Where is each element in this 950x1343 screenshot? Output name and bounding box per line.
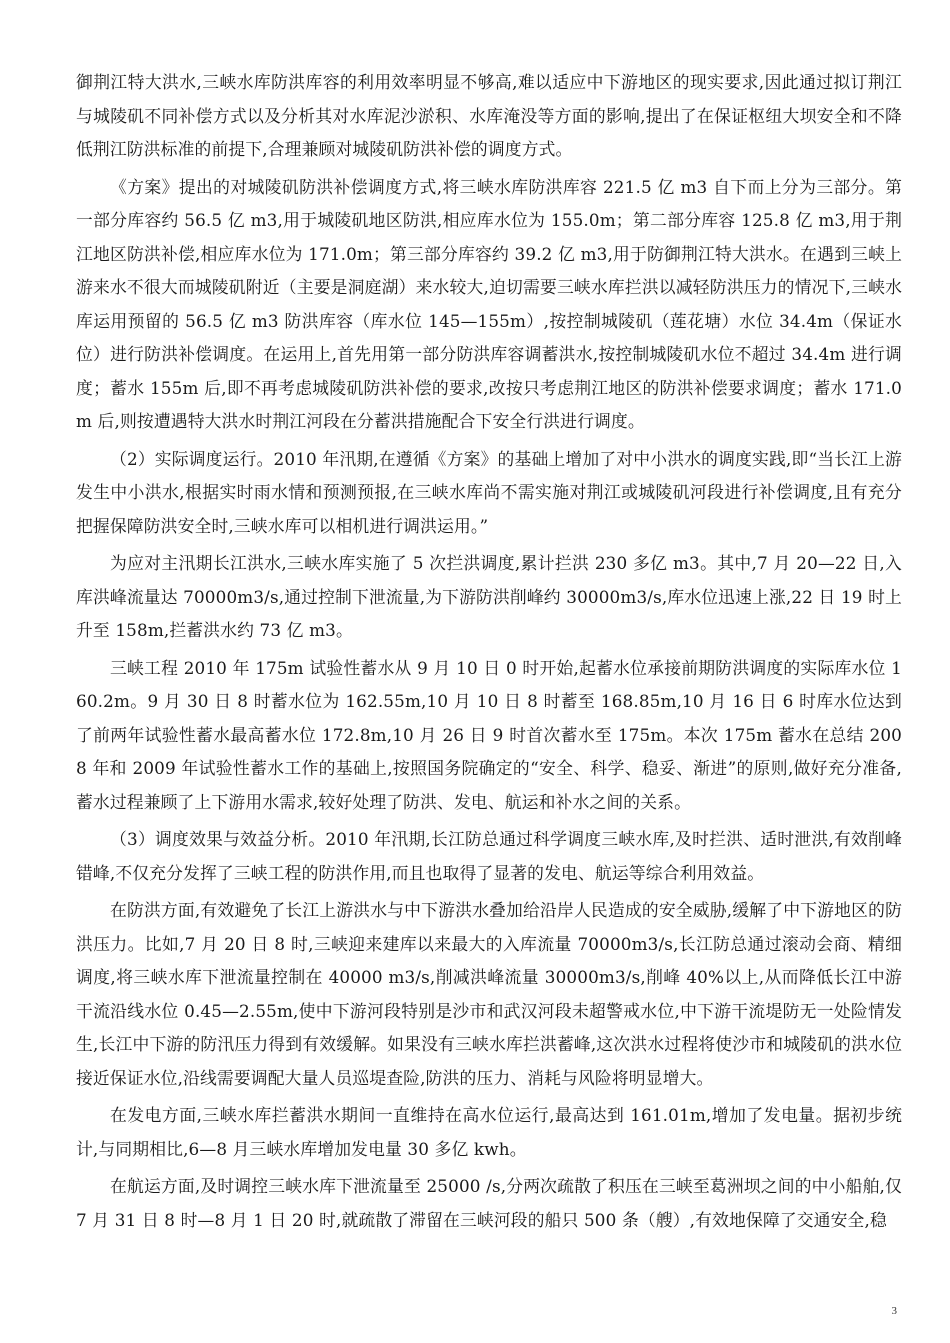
paragraph-actual-operation: （2）实际调度运行。2010 年汛期,在遵循《方案》的基础上增加了对中小洪水的调度实践,即“当长江上游发生中小洪水,根据实时雨水情和预测预报,在三峡水库尚不需实施对荆江或城陵矶河段进行补偿调度,且有充分把握保障防洪安全时,三峡水库可以相机进行调洪运用。”: [76, 448, 902, 536]
paragraph-trial-impoundment: 三峡工程 2010 年 175m 试验性蓄水从 9 月 10 日 0 时开始,起蓄水位承接前期防洪调度的实际库水位 160.2m。9 月 30 日 8 时蓄水位为 162.55m,10 月 10 日 8 时蓄至 168.85m,10 月 16 日 6 时库水位达到了前两年试验性蓄水最高蓄水位 172.8m,10 月 26 日 9 时首次蓄水至 175m。本次 175m 蓄水在总结 2008 年和 2009 年试验性蓄水工作的基础上,按照国务院确定的“安全、科学、稳妥、渐进”的原则,做好充分准备,蓄水过程兼顾了上下游用水需求,较好处理了防洪、发电、航运和补水之间的关系。: [76, 657, 902, 812]
paragraph-flood-interception: 为应对主汛期长江洪水,三峡水库实施了 5 次拦洪调度,累计拦洪 230 多亿 m3。其中,7 月 20—22 日,入库洪峰流量达 70000m3/s,通过控制下泄流量,为下游防洪削峰约 30000m3/s,库水位迅速上涨,22 日 19 时上升至 158m,拦蓄洪水约 73 亿 m3。: [76, 553, 902, 640]
paragraph-power-generation: 在发电方面,三峡水库拦蓄洪水期间一直维持在高水位运行,最高达到 161.01m,增加了发电量。据初步统计,与同期相比,6—8 月三峡水库增加发电量 30 多亿 kwh。: [76, 1105, 902, 1159]
paragraph-continuation: 御荆江特大洪水,三峡水库防洪库容的利用效率明显不够高,难以适应中下游地区的现实要求,因此通过拟订荆江与城陵矶不同补偿方式以及分析其对水库泥沙淤积、水库淹没等方面的影响,提出了在保证枢纽大坝安全和不降低荆江防洪标准的前提下,合理兼顾对城陵矶防洪补偿的调度方式。: [76, 72, 902, 159]
paragraph-plan-compensation: 《方案》提出的对城陵矶防洪补偿调度方式,将三峡水库防洪库容 221.5 亿 m3 自下而上分为三部分。第一部分库容约 56.5 亿 m3,用于城陵矶地区防洪,相应库水位为 155.0m；第二部分库容 125.8 亿 m3,用于荆江地区防洪补偿,相应库水位为 171.0m；第三部分库容约 39.2 亿 m3,用于防御荆江特大洪水。在遇到三峡上游来水不很大而城陵矶附近（主要是洞庭湖）来水较大,迫切需要三峡水库拦洪以减轻防洪压力的情况下,三峡水库运用预留的 56.5 亿 m3 防洪库容（库水位 145—155m）,按控制城陵矶（莲花塘）水位 34.4m（保证水位）进行防洪补偿调度。在运用上,首先用第一部分防洪库容调蓄洪水,按控制城陵矶水位不超过 34.4m 进行调度；蓄水 155m 后,即不再考虑城陵矶防洪补偿的要求,改按只考虑荆江地区的防洪补偿要求调度；蓄水 171.0m 后,则按遭遇特大洪水时荆江河段在分蓄洪措施配合下安全行洪进行调度。: [76, 176, 902, 431]
paragraph-flood-control: 在防洪方面,有效避免了长江上游洪水与中下游洪水叠加给沿岸人民造成的安全威胁,缓解了中下游地区的防洪压力。比如,7 月 20 日 8 时,三峡迎来建库以来最大的入库流量 70000m3/s,长江防总通过滚动会商、精细调度,将三峡水库下泄流量控制在 40000 m3/s,削减洪峰流量 30000m3/s,削峰 40%以上,从而降低长江中游干流沿线水位 0.45—2.55m,使中下游河段特别是沙市和武汉河段未超警戒水位,中下游干流堤防无一处险情发生,长江中下游的防汛压力得到有效缓解。如果没有三峡水库拦洪蓄峰,这次洪水过程将使沙市和城陵矶的洪水位接近保证水位,沿线需要调配大量人员巡堤查险,防洪的压力、消耗与风险将明显增大。: [76, 900, 902, 1088]
page-number: 3: [891, 1305, 897, 1317]
paragraph-navigation: 在航运方面,及时调控三峡水库下泄流量至 25000 /s,分两次疏散了积压在三峡至葛洲坝之间的中小船舶,仅 7 月 31 日 8 时—8 月 1 日 20 时,就疏散了滞留在三峡河段的船只 500 条（艘）,有效地保障了交通安全,稳: [76, 1176, 902, 1230]
document-body: [76, 66, 902, 1237]
paragraph-effects-analysis: （3）调度效果与效益分析。2010 年汛期,长江防总通过科学调度三峡水库,及时拦洪、适时泄洪,有效削峰错峰,不仅充分发挥了三峡工程的防洪作用,而且也取得了显著的发电、航运等综合利用效益。: [76, 829, 902, 883]
